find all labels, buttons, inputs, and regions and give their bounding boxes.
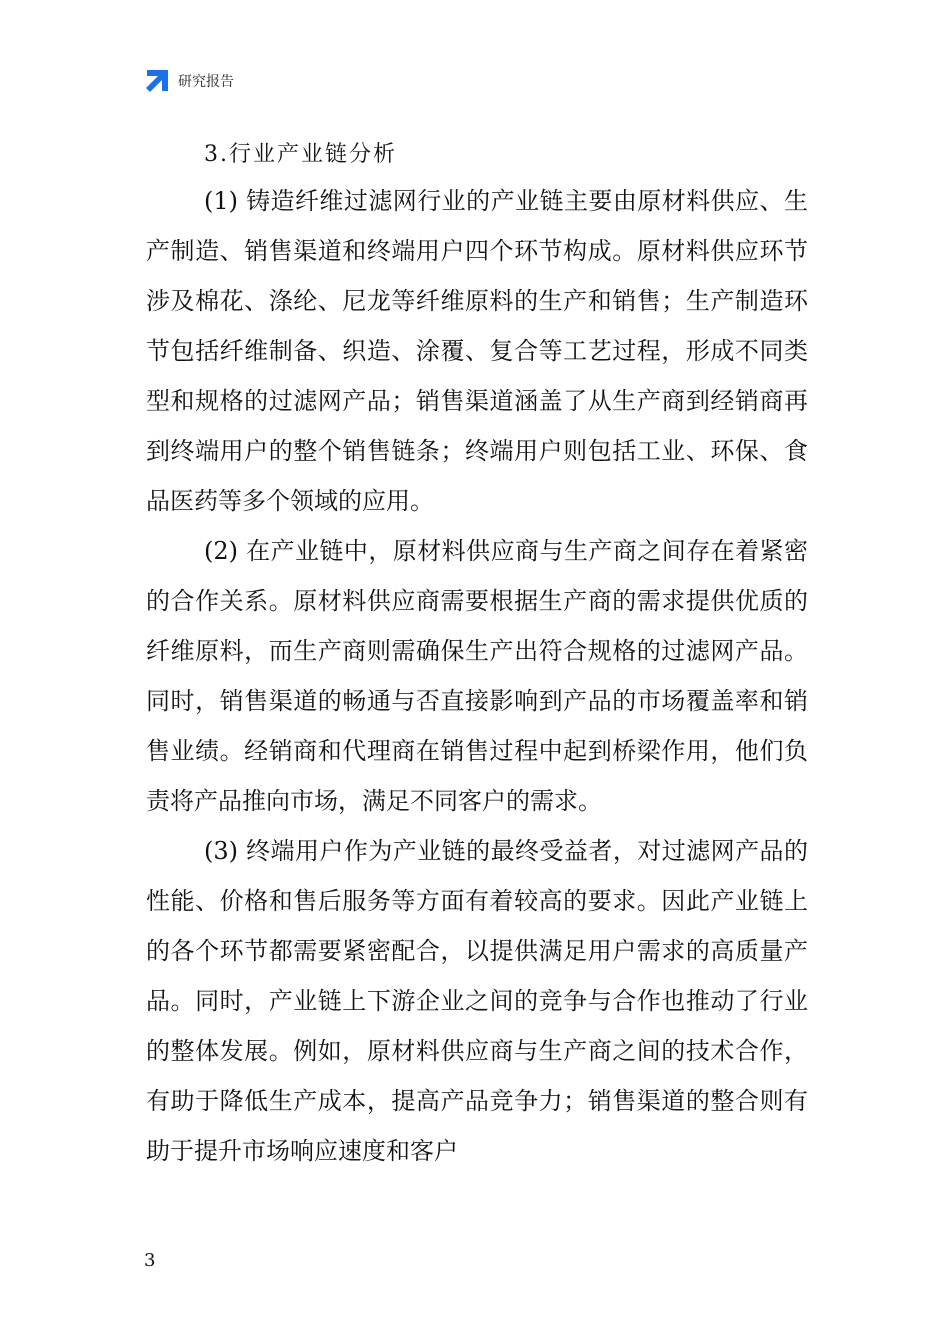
paragraph-1: (1) 铸造纤维过滤网行业的产业链主要由原材料供应、生产制造、销售渠道和终端用户四个环节构成。原材料供应环节涉及棉花、涤纶、尼龙等纤维原料的生产和销售；生产制造环节包括纤维制备、织造、涂覆、复合等工艺过程，形成不同类型和规格的过滤网产品；销售渠道涵盖了从生产商到经销商再到终端用户的整个销售链条；终端用户则包括工业、环保、食品医药等多个领域的应用。 [146,187,808,515]
document-body [146,134,808,1176]
page-header [144,68,234,94]
page-number: 3 [144,1250,156,1271]
paragraph-3: (3) 终端用户作为产业链的最终受益者，对过滤网产品的性能、价格和售后服务等方面有着较高的要求。因此产业链上的各个环节都需要紧密配合，以提供满足用户需求的高质量产品。同时，产业链上下游企业之间的竞争与合作也推动了行业的整体发展。例如，原材料供应商与生产商之间的技术合作，有助于降低生产成本，提高产品竞争力；销售渠道的整合则有助于提升市场响应速度和客户 [146,837,808,1165]
report-logo-icon [144,68,170,94]
section-title: 3.行业产业链分析 [204,142,397,167]
paragraph-2: (2) 在产业链中，原材料供应商与生产商之间存在着紧密的合作关系。原材料供应商需要根据生产商的需求提供优质的纤维原料，而生产商则需确保生产出符合规格的过滤网产品。同时，销售渠道的畅通与否直接影响到产品的市场覆盖率和销售业绩。经销商和代理商在销售过程中起到桥梁作用，他们负责将产品推向市场，满足不同客户的需求。 [146,537,808,815]
header-label: 研究报告 [178,74,234,90]
